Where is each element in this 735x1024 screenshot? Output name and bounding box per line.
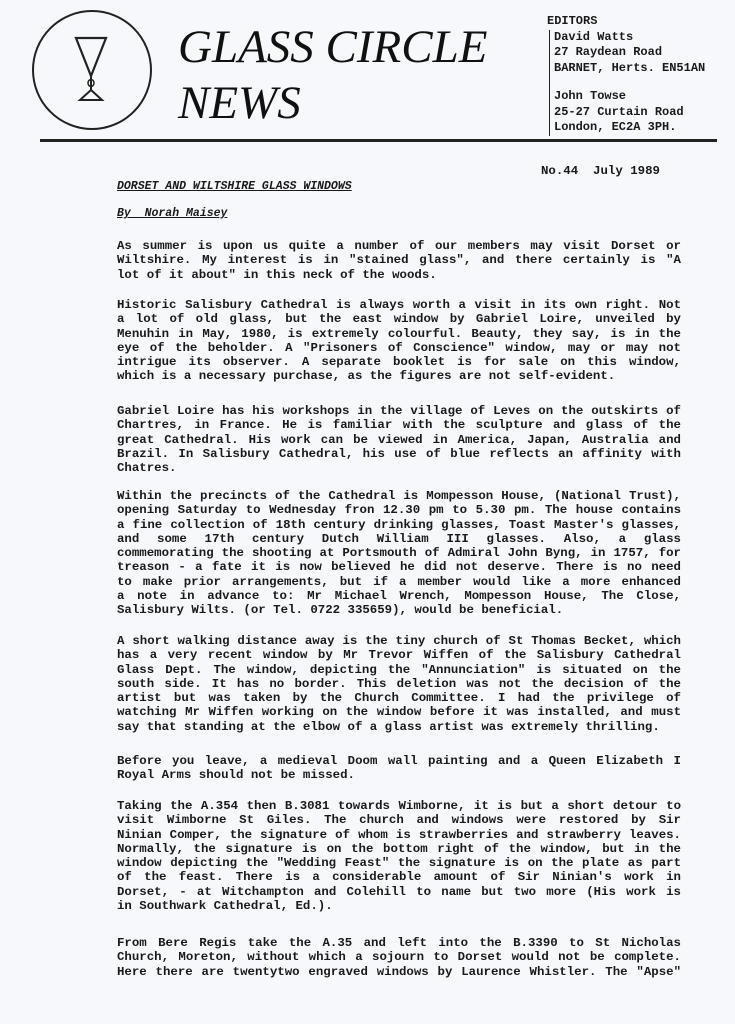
paragraph — [117, 634, 681, 734]
text-line: has a very recent window by Mr Trevor Wiffen of the Salisbury Cathedral — [117, 648, 681, 663]
text-line: As summer is upon us quite a number of our members may visit Dorset or — [117, 239, 681, 253]
text-line: Within the precincts of the Cathedral is Mompesson House, (National Trust), — [117, 489, 681, 503]
text-line: Glass Dept. The window, depicting the "Annunciation" is situated on the — [117, 662, 681, 677]
masthead-line2: NEWS — [178, 77, 301, 129]
paragraph — [117, 936, 681, 979]
text-line: Ninian Comper, the signature of whom is strawberries and strawberry leaves. — [117, 827, 681, 842]
editors-box — [547, 14, 705, 136]
text-line: From Bere Regis take the A.35 and left into the B.3390 to St Nicholas — [117, 936, 681, 950]
header-divider — [40, 139, 717, 142]
paragraph — [117, 489, 681, 618]
text-line: Chartres, in France. He is familiar with the sculpture and glass of the — [117, 418, 681, 433]
text-line: lot of it about" in this neck of the woods. — [117, 267, 437, 282]
text-line: Wiltshire. My interest is in "stained glass", and there certainly is "A — [117, 253, 681, 268]
text-line: opening Saturday to Wednesday fron 12.30 pm to 5.30 pm. The house contains — [117, 503, 681, 518]
text-line: and some 17th century Dutch William III glasses. Also, a glass — [117, 531, 681, 546]
text-line: Brazil. In Salisbury Cathedral, his use of blue reflects an affinity with — [117, 446, 681, 461]
text-line: Taking the A.354 then B.3081 towards Wimborne, it is but a short detour to — [117, 799, 681, 813]
text-line: to make prior arrangements, but if a member would like a more enhanced — [117, 574, 681, 589]
text-line: watching Mr Wiffen working on the window before it was installed, and must — [117, 705, 681, 720]
text-line: of the feast. There is a considerable amount of Sir Ninian's work in — [117, 870, 681, 885]
text-line: say that standing at the elbow of a glass artist was extremely thrilling. — [117, 719, 660, 734]
paragraph — [117, 799, 681, 913]
paragraph — [117, 404, 681, 475]
text-line: a note in advance to: Mr Michael Wrench, Mompesson House, The Close, — [117, 589, 681, 604]
text-line: in Southwark Cathedral, Ed.). — [117, 899, 333, 914]
text-line: Dorset, - at Witchampton and Colehill to name but two more (His work is — [117, 884, 681, 899]
text-line: commemorating the shooting at Portsmouth of Admiral John Byng, in 1757, for — [117, 546, 681, 561]
paragraph — [117, 298, 681, 384]
text-line: artist but was taken by the Church Committee. I had the privilege of — [117, 691, 681, 706]
issue-number: No.44 July 1989 — [541, 164, 660, 178]
editor-name: John Towse — [554, 89, 627, 103]
paragraph — [117, 239, 681, 282]
masthead-line1: GLASS CIRCLE — [178, 21, 488, 73]
paragraph — [117, 754, 681, 783]
text-line: Before you leave, a medieval Doom wall painting and a Queen Elizabeth I — [117, 754, 681, 768]
text-line: a lot of old glass, but the east window by Gabriel Loire, unveiled by — [117, 312, 681, 327]
editor-address: 25-27 Curtain Road — [554, 104, 684, 119]
text-line: a fine collection of 18th century drinking glasses, Toast Master's glasses, — [117, 517, 681, 532]
text-line: Historic Salisbury Cathedral is always worth a visit in its own right. Not — [117, 298, 681, 312]
text-line: which is a necessary purchase, as the figures are not self-evident. — [117, 369, 616, 384]
text-line: A short walking distance away is the tiny church of St Thomas Becket, which — [117, 634, 681, 648]
text-line: Normally, the signature is on the bottom right of the window, but in the — [117, 841, 681, 856]
editor-address: 27 Raydean Road — [554, 45, 663, 59]
text-line: window depicting the "Wedding Feast" the signature is on the plate as part — [117, 856, 681, 871]
editor-address: London, EC2A 3PH. — [554, 120, 677, 134]
text-line: visit Wimborne St Giles. The church and windows were restored by Sir — [117, 813, 681, 828]
logo — [32, 10, 152, 130]
text-line: Menuhin in May, 1980, is extremely colourful. Beauty, they say, is in the — [117, 326, 681, 341]
editors-label: EDITORS — [547, 14, 598, 28]
text-line: Church, Moreton, without which a sojourn to Dorset would not be complete. — [117, 950, 681, 965]
text-line: Royal Arms should not be missed. — [117, 768, 355, 783]
text-line: eye of the beholder. A "Prisoners of Conscience" window, may or may not — [117, 340, 681, 355]
text-line: south side. It has no border. This deletion was not the decision of the — [117, 676, 681, 691]
text-line: intrigue its observer. A separate booklet is for sale on this window, — [117, 355, 681, 370]
text-line: Chatres. — [117, 461, 177, 476]
text-line: great Cathedral. His work can be viewed in America, Japan, Australia and — [117, 432, 681, 447]
text-line: Gabriel Loire has his workshops in the village of Leves on the outskirts of — [117, 404, 681, 418]
text-line: Here there are twentytwo engraved windows by Laurence Whistler. The "Apse" — [117, 964, 681, 979]
editor-address: BARNET, Herts. EN51AN — [554, 60, 706, 75]
wine-glass-icon — [32, 10, 148, 126]
masthead — [178, 22, 487, 128]
editor-name: David Watts — [554, 29, 634, 44]
text-line: treason - a fate it is now believed he did not deserve. There is no need — [117, 560, 681, 575]
article-title: DORSET AND WILTSHIRE GLASS WINDOWS — [117, 180, 352, 193]
text-line: Salisbury Wilts. (or Tel. 0722 335659), would be beneficial. — [117, 603, 564, 618]
editor-1 — [549, 30, 705, 136]
article-byline: By Norah Maisey — [117, 207, 228, 220]
